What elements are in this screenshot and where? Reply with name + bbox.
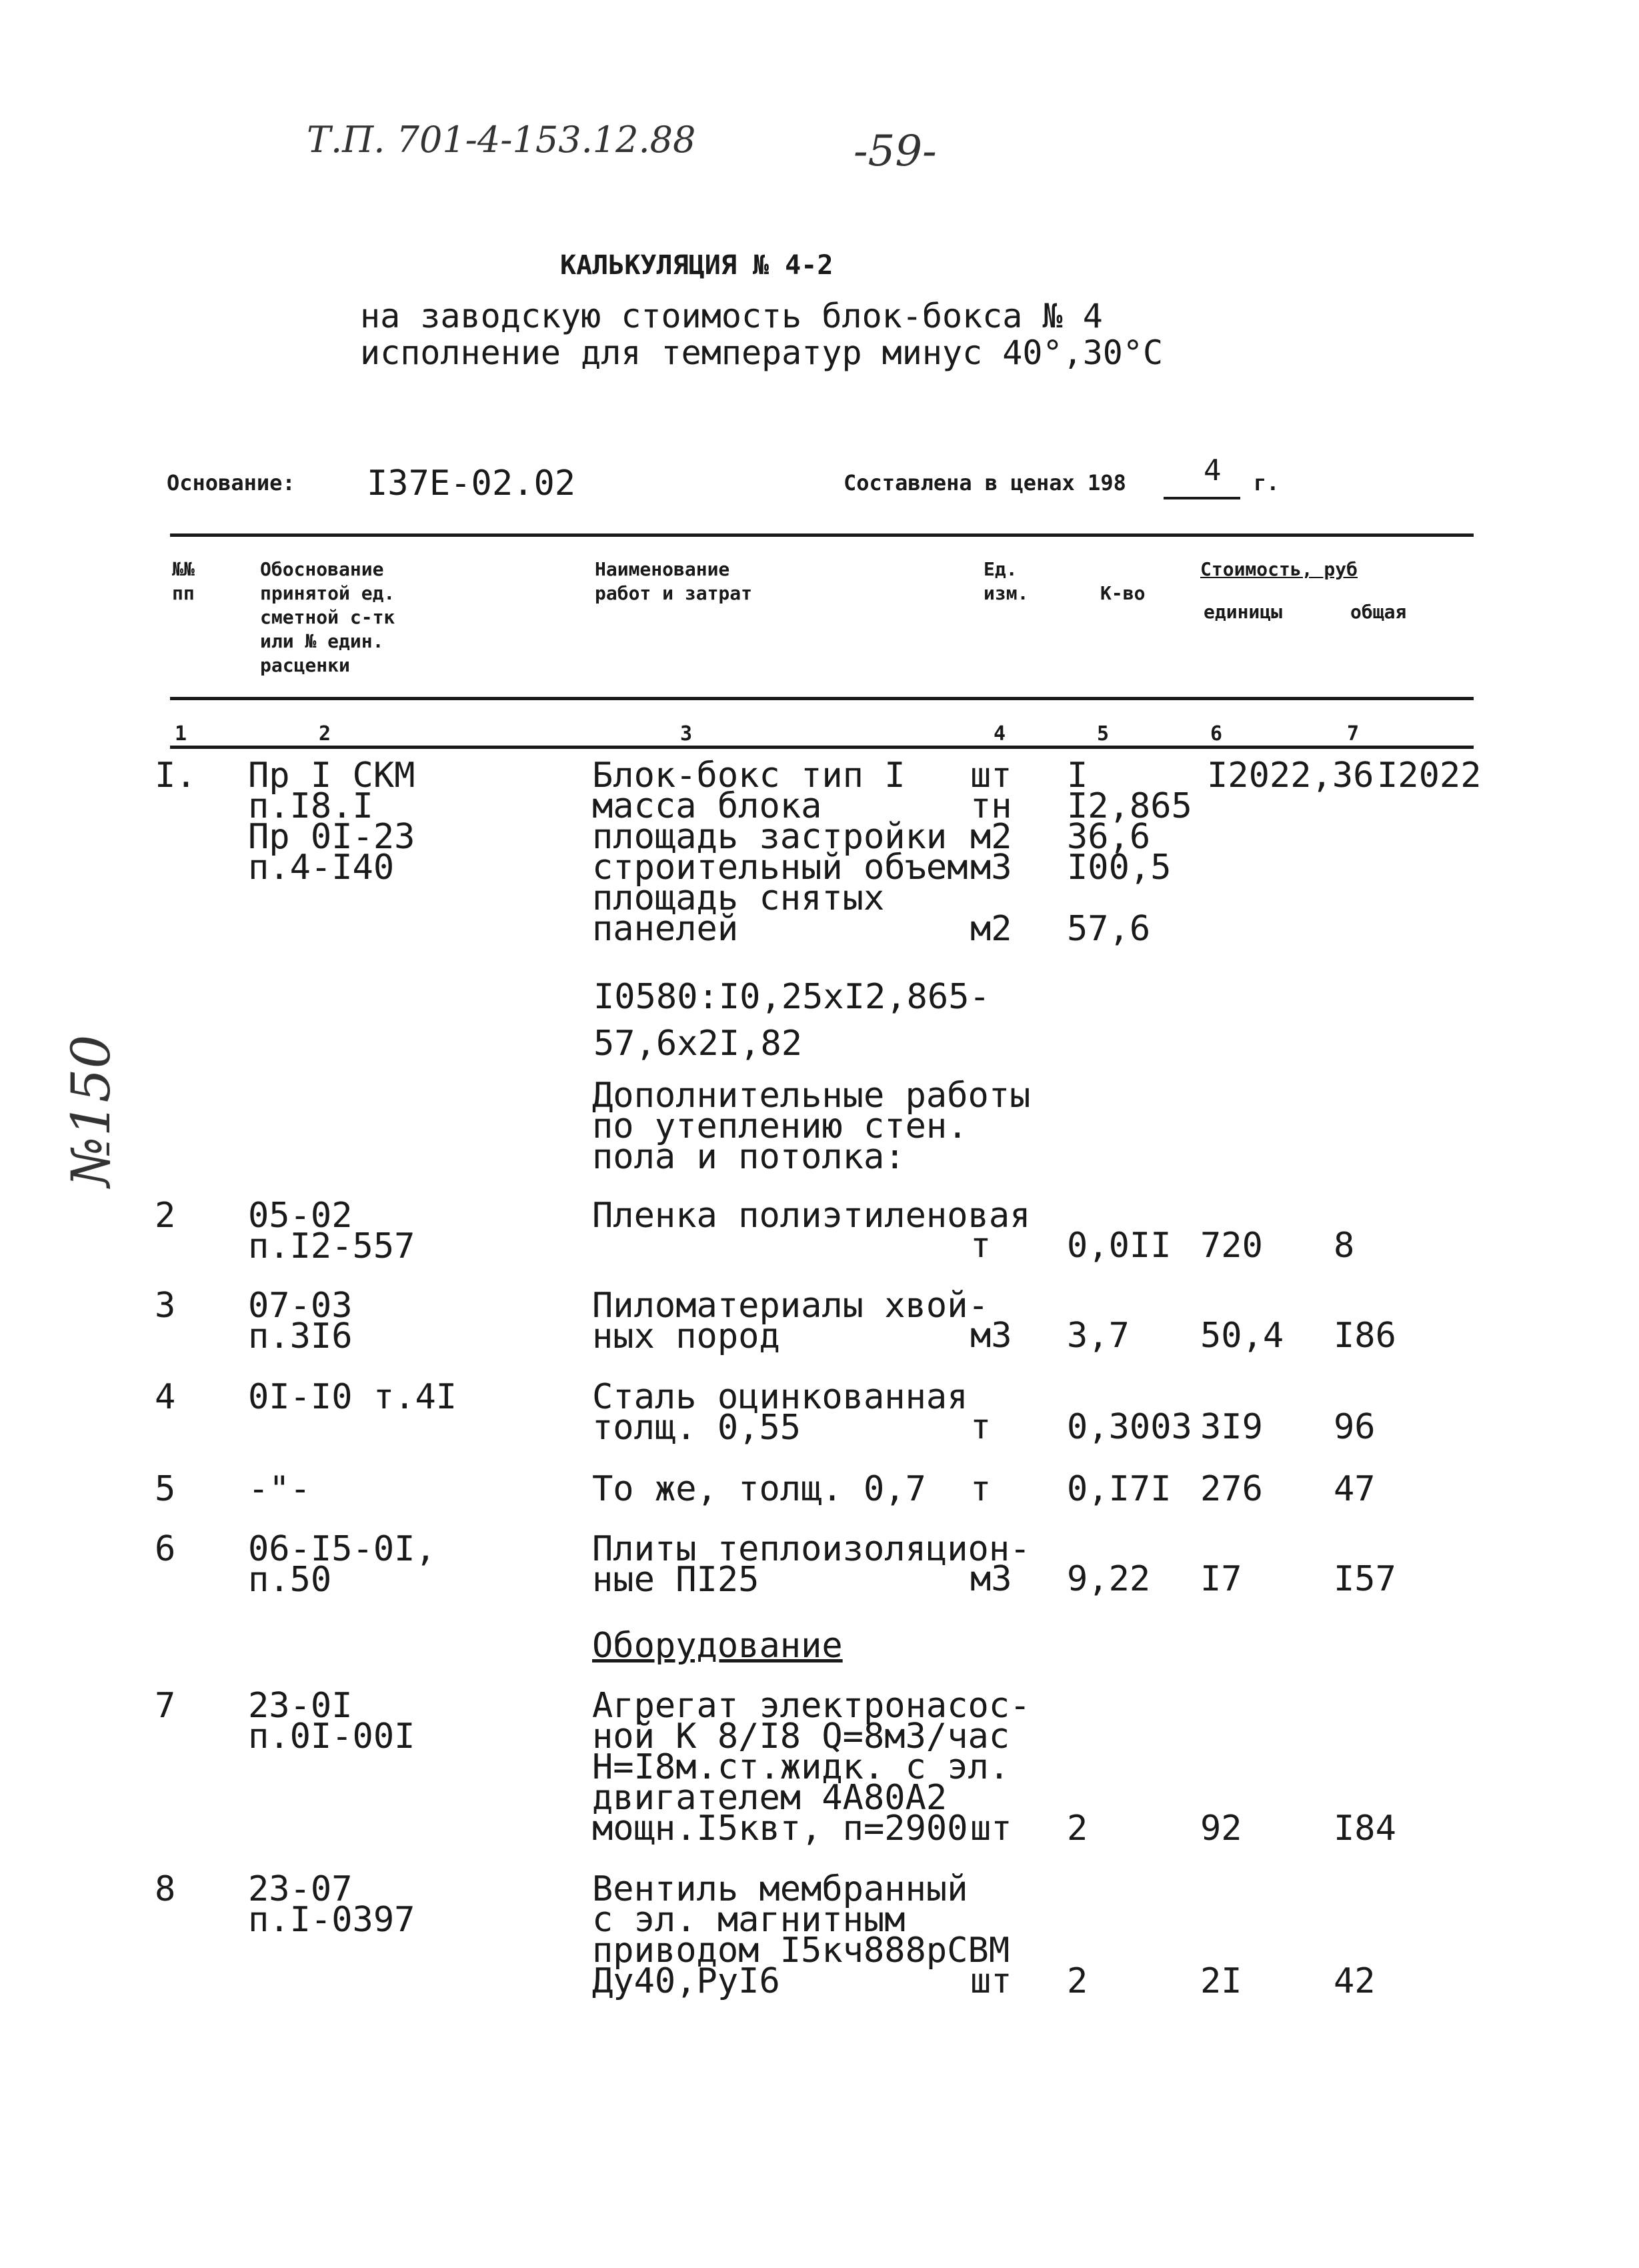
- row-7-name: Агрегат электронасос- ной К 8/I8 Q=8м3/час Н=I8м.ст.жидк. с эл. двигателем 4А80А2 мощн.I5квт, п=2900: [592, 1686, 1031, 1849]
- row-7-unit: шт: [970, 1809, 1012, 1849]
- row-1-unit: шт тн м2 м3 м2: [970, 756, 1012, 949]
- table-top-rule: [170, 533, 1474, 537]
- row-5-price: 276: [1200, 1469, 1263, 1509]
- row-7-qty: 2: [1067, 1809, 1088, 1849]
- col-header-unit: Ед. изм.: [984, 558, 1029, 604]
- calc-formula: I0580:I0,25хI2,865- 57,6х2I,82: [593, 977, 990, 1064]
- compiled-year: 4: [1204, 453, 1222, 487]
- row-6-price: I7: [1200, 1559, 1242, 1599]
- row-1-no: I.: [155, 756, 197, 796]
- document-reference: Т.П. 701-4-153.12.88: [307, 119, 696, 161]
- compiled-suffix: г.: [1254, 470, 1280, 495]
- row-7-total: I84: [1334, 1809, 1396, 1849]
- row-7-basis: 23-0I п.0I-00I: [248, 1686, 415, 1757]
- row-2-basis: 05-02 п.I2-557: [248, 1196, 415, 1266]
- row-6-no: 6: [155, 1529, 176, 1569]
- table-colnum-rule: [170, 746, 1474, 749]
- row-8-price: 2I: [1200, 1961, 1242, 2001]
- col-number-7: 7: [1347, 722, 1360, 746]
- row-5-no: 5: [155, 1469, 176, 1509]
- row-8-name: Вентиль мембранный с эл. магнитным приводом I5кч888рСВМ Ду40,РуI6: [592, 1869, 1010, 2001]
- col-number-5: 5: [1097, 722, 1110, 746]
- row-3-qty: 3,7: [1067, 1316, 1130, 1356]
- row-4-name: Сталь оцинкованная толщ. 0,55: [592, 1377, 968, 1448]
- row-5-total: 47: [1334, 1469, 1376, 1509]
- row-3-name: Пиломатериалы хвой- ных пород: [592, 1286, 989, 1356]
- row-6-qty: 9,22: [1067, 1559, 1151, 1599]
- row-4-total: 96: [1334, 1407, 1376, 1447]
- row-2-unit: т: [970, 1226, 992, 1266]
- row-4-no: 4: [155, 1377, 176, 1417]
- row-1-price: I2022,36: [1207, 756, 1374, 796]
- row-5-unit: т: [970, 1469, 992, 1509]
- row-4-qty: 0,3003: [1067, 1407, 1192, 1447]
- row-8-no: 8: [155, 1869, 176, 1909]
- row-6-unit: м3: [970, 1559, 1012, 1599]
- row-1-name: Блок-бокс тип I масса блока площадь застройки строительный объем площадь снятых панелей: [592, 756, 968, 949]
- table-header-rule: [170, 697, 1474, 700]
- basis-label: Основание:: [167, 470, 295, 495]
- row-5-name: То же, толщ. 0,7: [592, 1469, 926, 1509]
- row-7-price: 92: [1200, 1809, 1242, 1849]
- row-4-basis: 0I-I0 т.4I: [248, 1377, 457, 1417]
- row-3-basis: 07-03 п.3I6: [248, 1286, 353, 1356]
- compiled-label: Составлена в ценах 198: [844, 470, 1126, 495]
- row-5-basis: -"-: [248, 1469, 311, 1509]
- row-3-total: I86: [1334, 1316, 1396, 1356]
- col-header-basis: Обоснование принятой ед. сметной с-тк или № един. расценки: [260, 558, 395, 676]
- row-2-name: Пленка полиэтиленовая: [592, 1196, 1031, 1236]
- side-note: №150: [60, 1034, 122, 1187]
- compiled-year-underline: [1164, 497, 1240, 499]
- basis-value: I37E-02.02: [367, 463, 576, 503]
- col-number-6: 6: [1210, 722, 1223, 746]
- row-2-price: 720: [1200, 1226, 1263, 1266]
- row-8-total: 42: [1334, 1961, 1376, 2001]
- row-2-no: 2: [155, 1196, 176, 1236]
- row-6-total: I57: [1334, 1559, 1396, 1599]
- row-8-basis: 23-07 п.I-0397: [248, 1869, 415, 1940]
- col-header-name: Наименование работ и затрат: [595, 558, 753, 604]
- col-header-no: №№ пп: [172, 558, 195, 604]
- row-3-price: 50,4: [1200, 1316, 1284, 1356]
- row-1-total: I2022: [1377, 756, 1482, 796]
- row-2-qty: 0,0II: [1067, 1226, 1172, 1266]
- row-7-no: 7: [155, 1686, 176, 1726]
- section-additional-works: Дополнительные работы по утеплению стен. пола и потолка:: [592, 1076, 1031, 1177]
- row-1-basis: Пр I СКМ п.I8.I Пр 0I-23 п.4-I40: [248, 756, 415, 888]
- page-number: -59-: [854, 127, 937, 176]
- row-8-qty: 2: [1067, 1961, 1088, 2001]
- row-4-unit: т: [970, 1407, 992, 1447]
- row-3-unit: м3: [970, 1316, 1012, 1356]
- calc-title: КАЛЬКУЛЯЦИЯ № 4-2: [560, 250, 834, 281]
- col-header-cost: Стоимость, руб: [1200, 558, 1358, 580]
- calc-subtitle-line1: на заводскую стоимость блок-бокса № 4: [360, 297, 1103, 335]
- col-number-4: 4: [994, 722, 1006, 746]
- row-6-basis: 06-I5-0I, п.50: [248, 1529, 436, 1600]
- row-4-price: 3I9: [1200, 1407, 1263, 1447]
- row-3-no: 3: [155, 1286, 176, 1326]
- col-header-unit-price: единицы: [1204, 601, 1283, 623]
- row-6-name: Плиты теплоизоляцион- ные ПI25: [592, 1529, 1031, 1600]
- section-equipment: Оборудование: [592, 1626, 843, 1666]
- col-number-3: 3: [680, 722, 693, 746]
- row-5-qty: 0,I7I: [1067, 1469, 1172, 1509]
- col-header-qty: К-во: [1100, 582, 1146, 604]
- col-number-2: 2: [319, 722, 331, 746]
- col-number-1: 1: [175, 722, 187, 746]
- col-header-total: общая: [1350, 601, 1407, 623]
- row-1-qty: I I2,865 36,6 I00,5 57,6: [1067, 756, 1192, 949]
- calc-subtitle-line2: исполнение для температур минус 40°,30°С: [360, 333, 1164, 372]
- row-8-unit: шт: [970, 1961, 1012, 2001]
- row-2-total: 8: [1334, 1226, 1355, 1266]
